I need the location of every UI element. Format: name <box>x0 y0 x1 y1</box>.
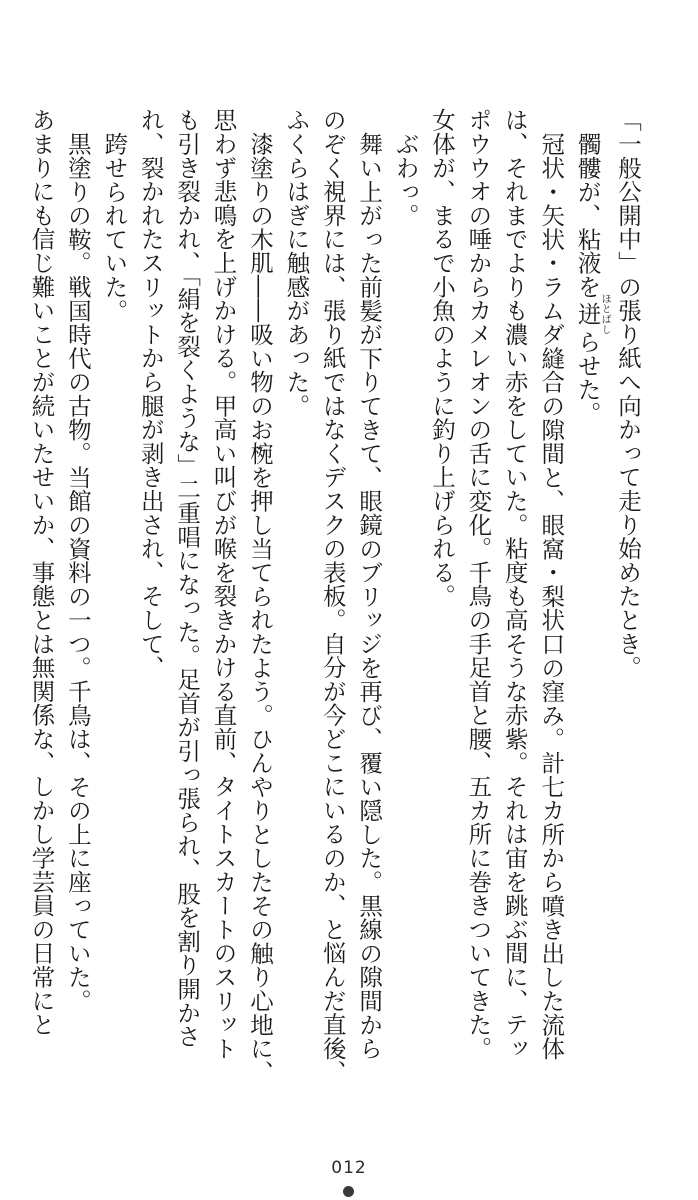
text-line-15: 跨せられていた。 <box>100 131 129 322</box>
text-line-11: 漆塗りの木肌――吸い物のお椀を押し当てられたよう。ひんやりとしたその触り心地に、 <box>245 131 274 1084</box>
furigana-reading: ほとばし <box>599 293 611 335</box>
text-line-14: れ、裂かれたスリットから腿が剥き出され、そして、 <box>136 108 165 680</box>
text-line-16: 黒塗りの鞍。戦国時代の古物。当館の資料の一つ。千鳥は、その上に座っていた。 <box>63 131 92 1013</box>
text-line-2: 髑髏が、粘液を迸ほとばしらせた。 <box>573 131 611 425</box>
text-line-9: のぞく視界には、張り紙ではなくデスクの表板。自分が今どこにいるのか、と悩んだ直後、 <box>318 108 347 1084</box>
text-line-12: 思わず悲鳴を上げかける。甲高い叫びが喉を裂きかける直前、タイトスカートのスリット <box>209 108 238 1060</box>
page-number: 012 <box>331 1158 367 1178</box>
text-line-7: ぶわっ。 <box>391 131 420 227</box>
page-number-dot-ornament <box>343 1186 354 1197</box>
text-line-1: 「一般公開中」の張り紙へ向かって走り始めたとき。 <box>614 108 642 680</box>
text-line-17: あまりにも信じ難いことが続いたせいか、事態とは無関係な、しかし学芸員の日常にと <box>27 108 56 1037</box>
text-line-3: 冠状・矢状・ラムダ縫合の隙間と、眼窩・梨状口の窪み。計七カ所から噴き出した流体 <box>537 131 566 1060</box>
furigana-ruby: 迸ほとばし <box>573 293 611 335</box>
text-line-8: 舞い上がった前髪が下りてきて、眼鏡のブリッジを再び、覆い隠した。黒線の隙間から <box>355 131 384 1060</box>
vertical-text-body <box>23 108 646 1148</box>
text-line-6: 女体が、まるで小魚のように釣り上げられる。 <box>427 108 456 608</box>
text-line-5: ポウウオの唾からカメレオンの舌に変化。千鳥の手足首と腰、五カ所に巻きついてきた。 <box>464 108 493 1060</box>
text-line-4: は、それまでよりも濃い赤をしていた。粘度も高そうな赤紫。それは宙を跳ぶ間に、テッ <box>500 108 529 1060</box>
text-line-13: も引き裂かれ、「絹を裂くような」二重唱になった。足首が引っ張られ、股を割り開かさ <box>173 108 202 1049</box>
text-line-10: ふくらはぎに触感があった。 <box>282 108 311 418</box>
